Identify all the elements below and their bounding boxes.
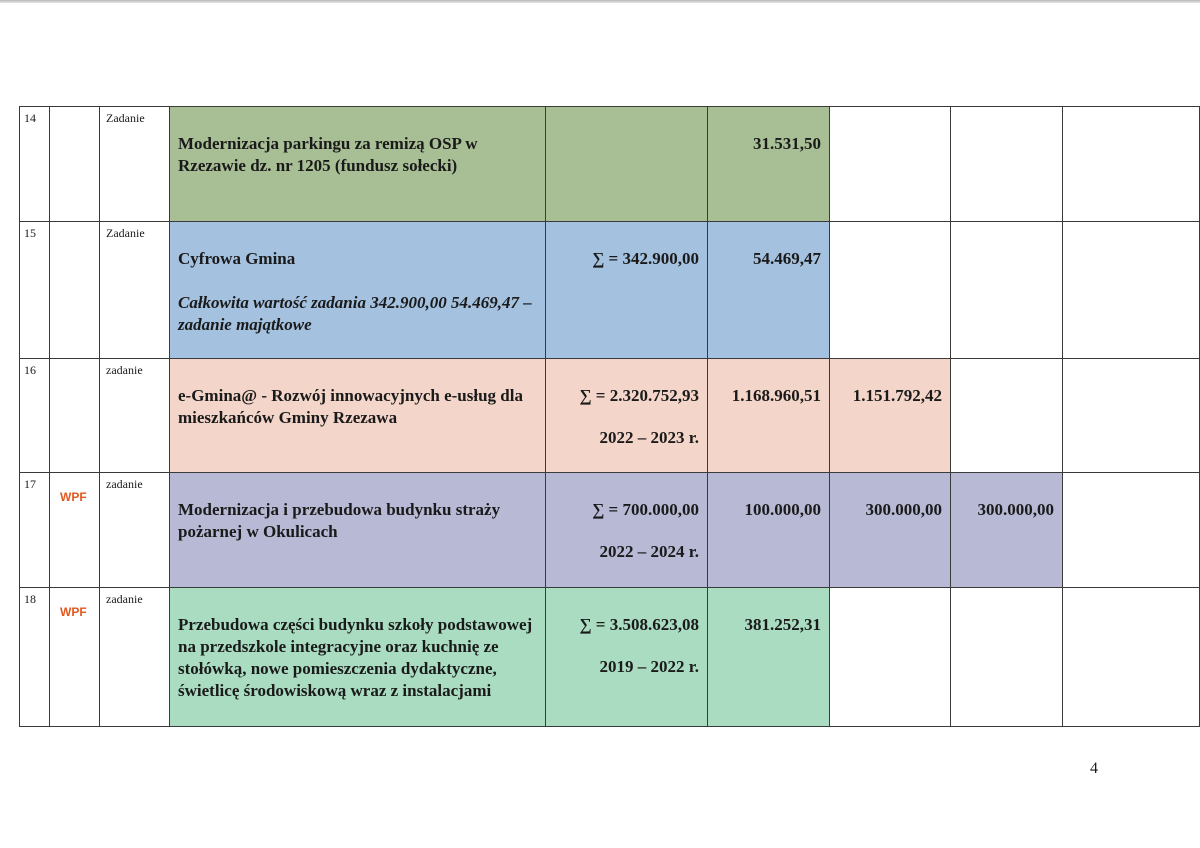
task-note: Całkowita wartość zadania 342.900,00 54.469,47 – zadanie majątkowe	[178, 293, 532, 334]
scan-edge	[0, 0, 1200, 3]
task-period: 2019 – 2022 r.	[599, 657, 699, 676]
task-name	[170, 222, 546, 359]
task-name-text: e-Gmina@ - Rozwój innowacyjnych e-usług dla mieszkańców Gminy Rzezawa	[178, 386, 523, 427]
amount-col-2: 1.151.792,42	[830, 359, 951, 473]
wpf-flag	[50, 222, 100, 359]
task-period: 2022 – 2023 r.	[599, 428, 699, 447]
row-number: 16	[20, 359, 50, 473]
task-total	[546, 222, 708, 359]
amount-col-2	[830, 588, 951, 727]
page-number: 4	[1090, 760, 1098, 777]
task-name	[170, 473, 546, 588]
table-row	[20, 359, 1200, 473]
investment-table	[19, 106, 1200, 727]
total-value: ∑ = 2.320.752,93	[579, 386, 699, 405]
amount-col-4	[1063, 107, 1200, 222]
amount-col-1: 1.168.960,51	[708, 359, 830, 473]
amount-col-3	[951, 107, 1063, 222]
task-total	[546, 588, 708, 727]
amount-col-1: 381.252,31	[708, 588, 830, 727]
task-type: zadanie	[100, 359, 170, 473]
amount-col-3: 300.000,00	[951, 473, 1063, 588]
amount-col-1: 100.000,00	[708, 473, 830, 588]
task-total	[546, 359, 708, 473]
task-type: zadanie	[100, 588, 170, 727]
task-type: zadanie	[100, 473, 170, 588]
amount-col-4	[1063, 222, 1200, 359]
task-type: Zadanie	[100, 107, 170, 222]
task-name-text: Przebudowa części budynku szkoły podstawowej na przedszkole integracyjne oraz kuchnię ze stołówką, nowe pomieszczenia dydaktyczne, świetlicę środowiskową wraz z instalacjami	[178, 615, 533, 700]
total-value: ∑ = 3.508.623,08	[579, 615, 699, 634]
table-row	[20, 588, 1200, 727]
task-type: Zadanie	[100, 222, 170, 359]
amount-col-1: 31.531,50	[708, 107, 830, 222]
task-total	[546, 473, 708, 588]
wpf-flag: WPF	[50, 473, 100, 588]
task-name	[170, 107, 546, 222]
amount-col-3	[951, 588, 1063, 727]
amount-col-1: 54.469,47	[708, 222, 830, 359]
wpf-flag: WPF	[50, 588, 100, 727]
wpf-flag	[50, 359, 100, 473]
task-name-text: Modernizacja parkingu za remizą OSP w Rzezawie dz. nr 1205 (fundusz sołecki)	[178, 134, 478, 175]
amount-col-3	[951, 222, 1063, 359]
amount-col-2	[830, 107, 951, 222]
task-name-text: Cyfrowa Gmina	[178, 249, 296, 268]
amount-col-2: 300.000,00	[830, 473, 951, 588]
task-name-text: Modernizacja i przebudowa budynku straży pożarnej w Okulicach	[178, 500, 501, 541]
amount-col-4	[1063, 588, 1200, 727]
task-period: 2022 – 2024 r.	[599, 542, 699, 561]
wpf-flag	[50, 107, 100, 222]
table-row	[20, 107, 1200, 222]
table-row	[20, 222, 1200, 359]
amount-col-2	[830, 222, 951, 359]
amount-col-4	[1063, 359, 1200, 473]
table-row	[20, 473, 1200, 588]
task-total	[546, 107, 708, 222]
amount-col-3	[951, 359, 1063, 473]
total-value: ∑ = 342.900,00	[592, 249, 699, 268]
amount-col-4	[1063, 473, 1200, 588]
row-number: 17	[20, 473, 50, 588]
task-name	[170, 588, 546, 727]
row-number: 15	[20, 222, 50, 359]
total-value: ∑ = 700.000,00	[592, 500, 699, 519]
task-name	[170, 359, 546, 473]
row-number: 14	[20, 107, 50, 222]
row-number: 18	[20, 588, 50, 727]
